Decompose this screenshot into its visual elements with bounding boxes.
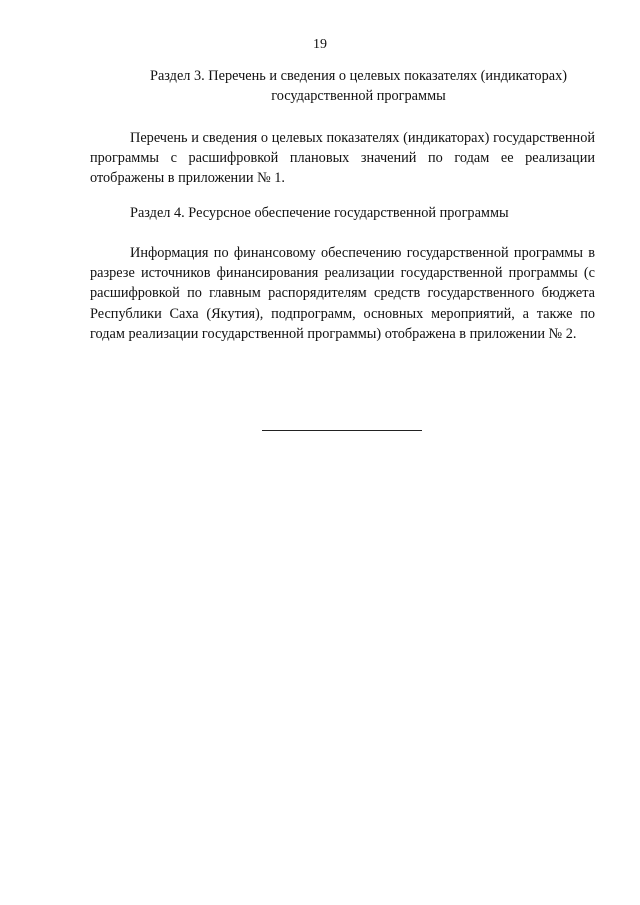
- section-3-heading: [90, 66, 595, 106]
- section-4-heading: Раздел 4. Ресурсное обеспечение государственной программы: [130, 205, 509, 221]
- page-number: 19: [313, 37, 327, 52]
- end-divider: [262, 430, 422, 431]
- section-3-heading-line-2: государственной программы: [271, 88, 446, 104]
- section-3-paragraph: Перечень и сведения о целевых показателях (индикаторах) государственной программы с расшифровкой плановых значений по годам ее реализации отображены в приложении № 1.: [90, 130, 595, 187]
- section-4-paragraph: Информация по финансовому обеспечению государственной программы в разрезе источников финансирования реализации государственной программы (с расшифровкой по главным распорядителям средств государственного бюджета Республики Саха (Якутия), подпрограмм, основных мероприятий, а также по годам реализации государственной программы) отображена в приложении № 2.: [90, 245, 595, 342]
- section-3-heading-line-1: Раздел 3. Перечень и сведения о целевых показателях (индикаторах): [150, 68, 567, 84]
